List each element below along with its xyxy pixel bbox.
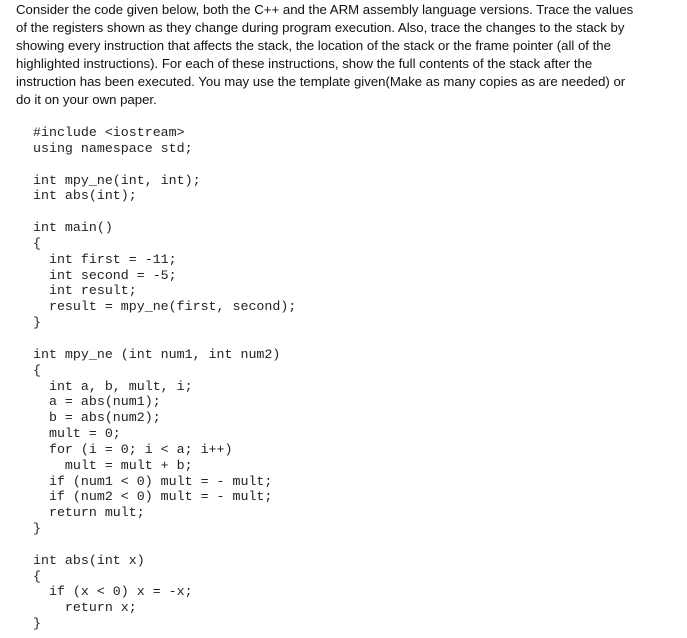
code-line: if (num1 < 0) mult = - mult; bbox=[33, 473, 273, 489]
code-line: } bbox=[33, 315, 41, 331]
code-line: int main() bbox=[33, 220, 113, 236]
code-line: int mpy_ne (int num1, int num2) bbox=[33, 346, 281, 362]
code-line: mult = mult + b; bbox=[33, 457, 193, 473]
problem-line: of the registers shown as they change during program execution. Also, trace the changes to the stack by bbox=[16, 20, 625, 35]
code-line bbox=[33, 157, 296, 173]
code-line: { bbox=[33, 362, 41, 378]
problem-statement bbox=[16, 1, 678, 109]
code-line: if (x < 0) x = -x; bbox=[33, 584, 193, 600]
problem-line: showing every instruction that affects the stack, the location of the stack or the frame pointer (all of the bbox=[16, 38, 611, 53]
code-line bbox=[33, 537, 296, 553]
code-line: int first = -11; bbox=[33, 251, 177, 267]
code-line bbox=[33, 331, 296, 347]
code-line: int mpy_ne(int, int); bbox=[33, 172, 201, 188]
code-line: { bbox=[33, 235, 41, 251]
code-line: } bbox=[33, 616, 41, 632]
code-line: int abs(int); bbox=[33, 188, 137, 204]
code-line bbox=[33, 204, 296, 220]
code-line: for (i = 0; i < a; i++) bbox=[33, 441, 233, 457]
code-line: int second = -5; bbox=[33, 267, 177, 283]
code-line: return mult; bbox=[33, 505, 145, 521]
code-line: { bbox=[33, 568, 41, 584]
problem-line: instruction has been executed. You may use the template given(Make as many copies as are needed) or bbox=[16, 74, 626, 89]
code-line: return x; bbox=[33, 600, 137, 616]
problem-line: highlighted instructions). For each of these instructions, show the full contents of the stack after the bbox=[16, 56, 593, 71]
problem-line: do it on your own paper. bbox=[16, 92, 157, 107]
code-line: result = mpy_ne(first, second); bbox=[33, 299, 297, 315]
code-line: #include <iostream> bbox=[33, 125, 185, 140]
code-line: int a, b, mult, i; bbox=[33, 378, 193, 394]
code-listing bbox=[33, 125, 296, 632]
problem-line: Consider the code given below, both the C++ and the ARM assembly language versions. Trace the values bbox=[16, 2, 634, 17]
code-line: a = abs(num1); bbox=[33, 394, 161, 410]
code-line: using namespace std; bbox=[33, 140, 193, 156]
code-line: int result; bbox=[33, 283, 137, 299]
code-line: mult = 0; bbox=[33, 426, 121, 442]
code-line: if (num2 < 0) mult = - mult; bbox=[33, 489, 273, 505]
code-line: int abs(int x) bbox=[33, 552, 145, 568]
code-line: } bbox=[33, 521, 41, 537]
code-line: b = abs(num2); bbox=[33, 410, 161, 426]
